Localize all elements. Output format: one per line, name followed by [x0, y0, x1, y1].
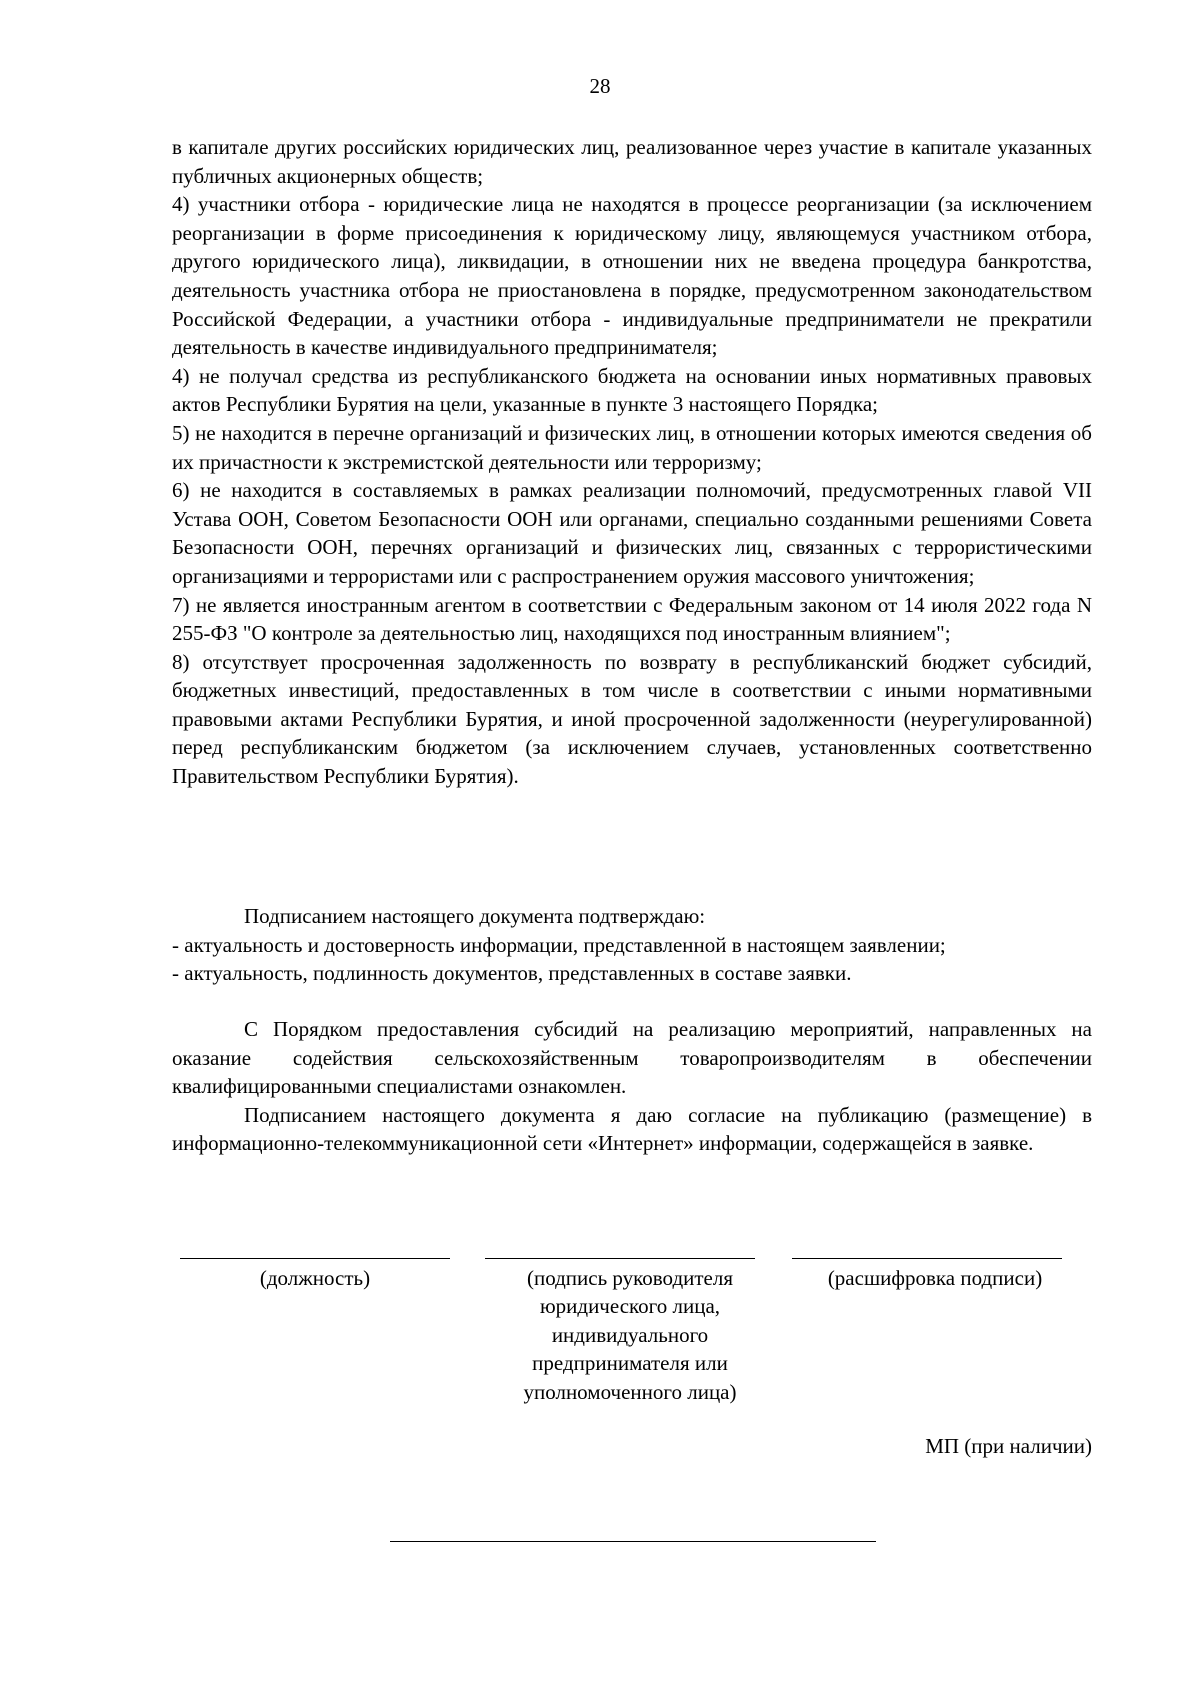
condition-item: 6) не находится в составляемых в рамках реализации полномочий, предусмотренных главой VII Устава ООН, Советом Безопасности ООН или органами, специально созданными решениями Совета Безопасности ООН, перечнях организаций и физических лиц, связанных с террористическими организациями и террористами или с распространением оружия массового уничтожения; [172, 478, 1092, 588]
consent-paragraph: Подписанием настоящего документа я даю согласие на публикацию (размещение) в информационно-телекоммуникационной сети «Интернет» информации, содержащейся в заявке. [172, 1102, 1092, 1156]
page-number: 28 [589, 74, 611, 98]
acquaintance-block [172, 1015, 1092, 1158]
confirmation-heading: Подписанием настоящего документа подтверждаю: [244, 904, 706, 928]
conditions-list [172, 133, 1092, 791]
confirmation-line: - актуальность, подлинность документов, представленных в составе заявки. [172, 961, 852, 986]
decoding-label: (расшифровка подписи) [827, 1266, 1043, 1290]
condition-item: 4) участники отбора - юридические лица не находятся в процессе реорганизации (за исключением реорганизации в форме присоединения к юридическому лицу, являющемуся участником отбора, другого юридического лица), ликвидации, в отношении них не введена процедура банкротства, деятельность участника отбора не приостановлена в порядке, предусмотренном законодательством Российской Федерации, а участники отбора - индивидуальные предприниматели не прекратили деятельность в качестве индивидуального предпринимателя; [172, 192, 1092, 360]
confirmation-line: - актуальность и достоверность информации, представленной в настоящем заявлении; [172, 932, 946, 957]
acquaintance-paragraph: С Порядком предоставления субсидий на реализацию мероприятий, направленных на оказание содействия сельскохозяйственным товаропроизводителям в обеспечении квалифицированными специалистами ознакомлен. [172, 1017, 1092, 1099]
signature-line [485, 1258, 755, 1259]
condition-item: 8) отсутствует просроченная задолженность по возврату в республиканский бюджет субсидий, бюджетных инвестиций, предоставленных в том числе в соответствии с иными нормативными правовыми актами Республики Бурятия, и иной просроченной задолженности (неурегулированной) перед республиканским бюджетом (за исключением случаев, установленных соответственно Правительством Республики Бурятия). [172, 649, 1092, 789]
condition-item: 7) не является иностранным агентом в соответствии с Федеральным законом от 14 июля 2022 года N 255-ФЗ "О контроле за деятельностью лиц, находящихся под иностранным влиянием"; [172, 592, 1092, 646]
condition-item: 4) не получал средства из республиканского бюджета на основании иных нормативных правовых актов Республики Бурятия на цели, указанные в пункте 3 настоящего Порядка; [172, 363, 1092, 417]
position-label: (должность) [259, 1266, 371, 1290]
condition-item: в капитале других российских юридических лиц, реализованное через участие в капитале указанных публичных акционерных обществ; [172, 135, 1092, 188]
stamp-note: МП (при наличии) [925, 1434, 1092, 1458]
position-line [180, 1258, 450, 1259]
condition-item: 5) не находится в перечне организаций и физических лиц, в отношении которых имеются сведения об их причастности к экстремистской деятельности или терроризму; [172, 420, 1092, 474]
decoding-line [792, 1258, 1062, 1259]
bottom-rule [390, 1541, 876, 1542]
signature-label: (подпись руководителя юридического лица, индивидуального предпринимателя или уполномоченного лица) [523, 1266, 737, 1404]
confirmation-block [172, 902, 1092, 988]
